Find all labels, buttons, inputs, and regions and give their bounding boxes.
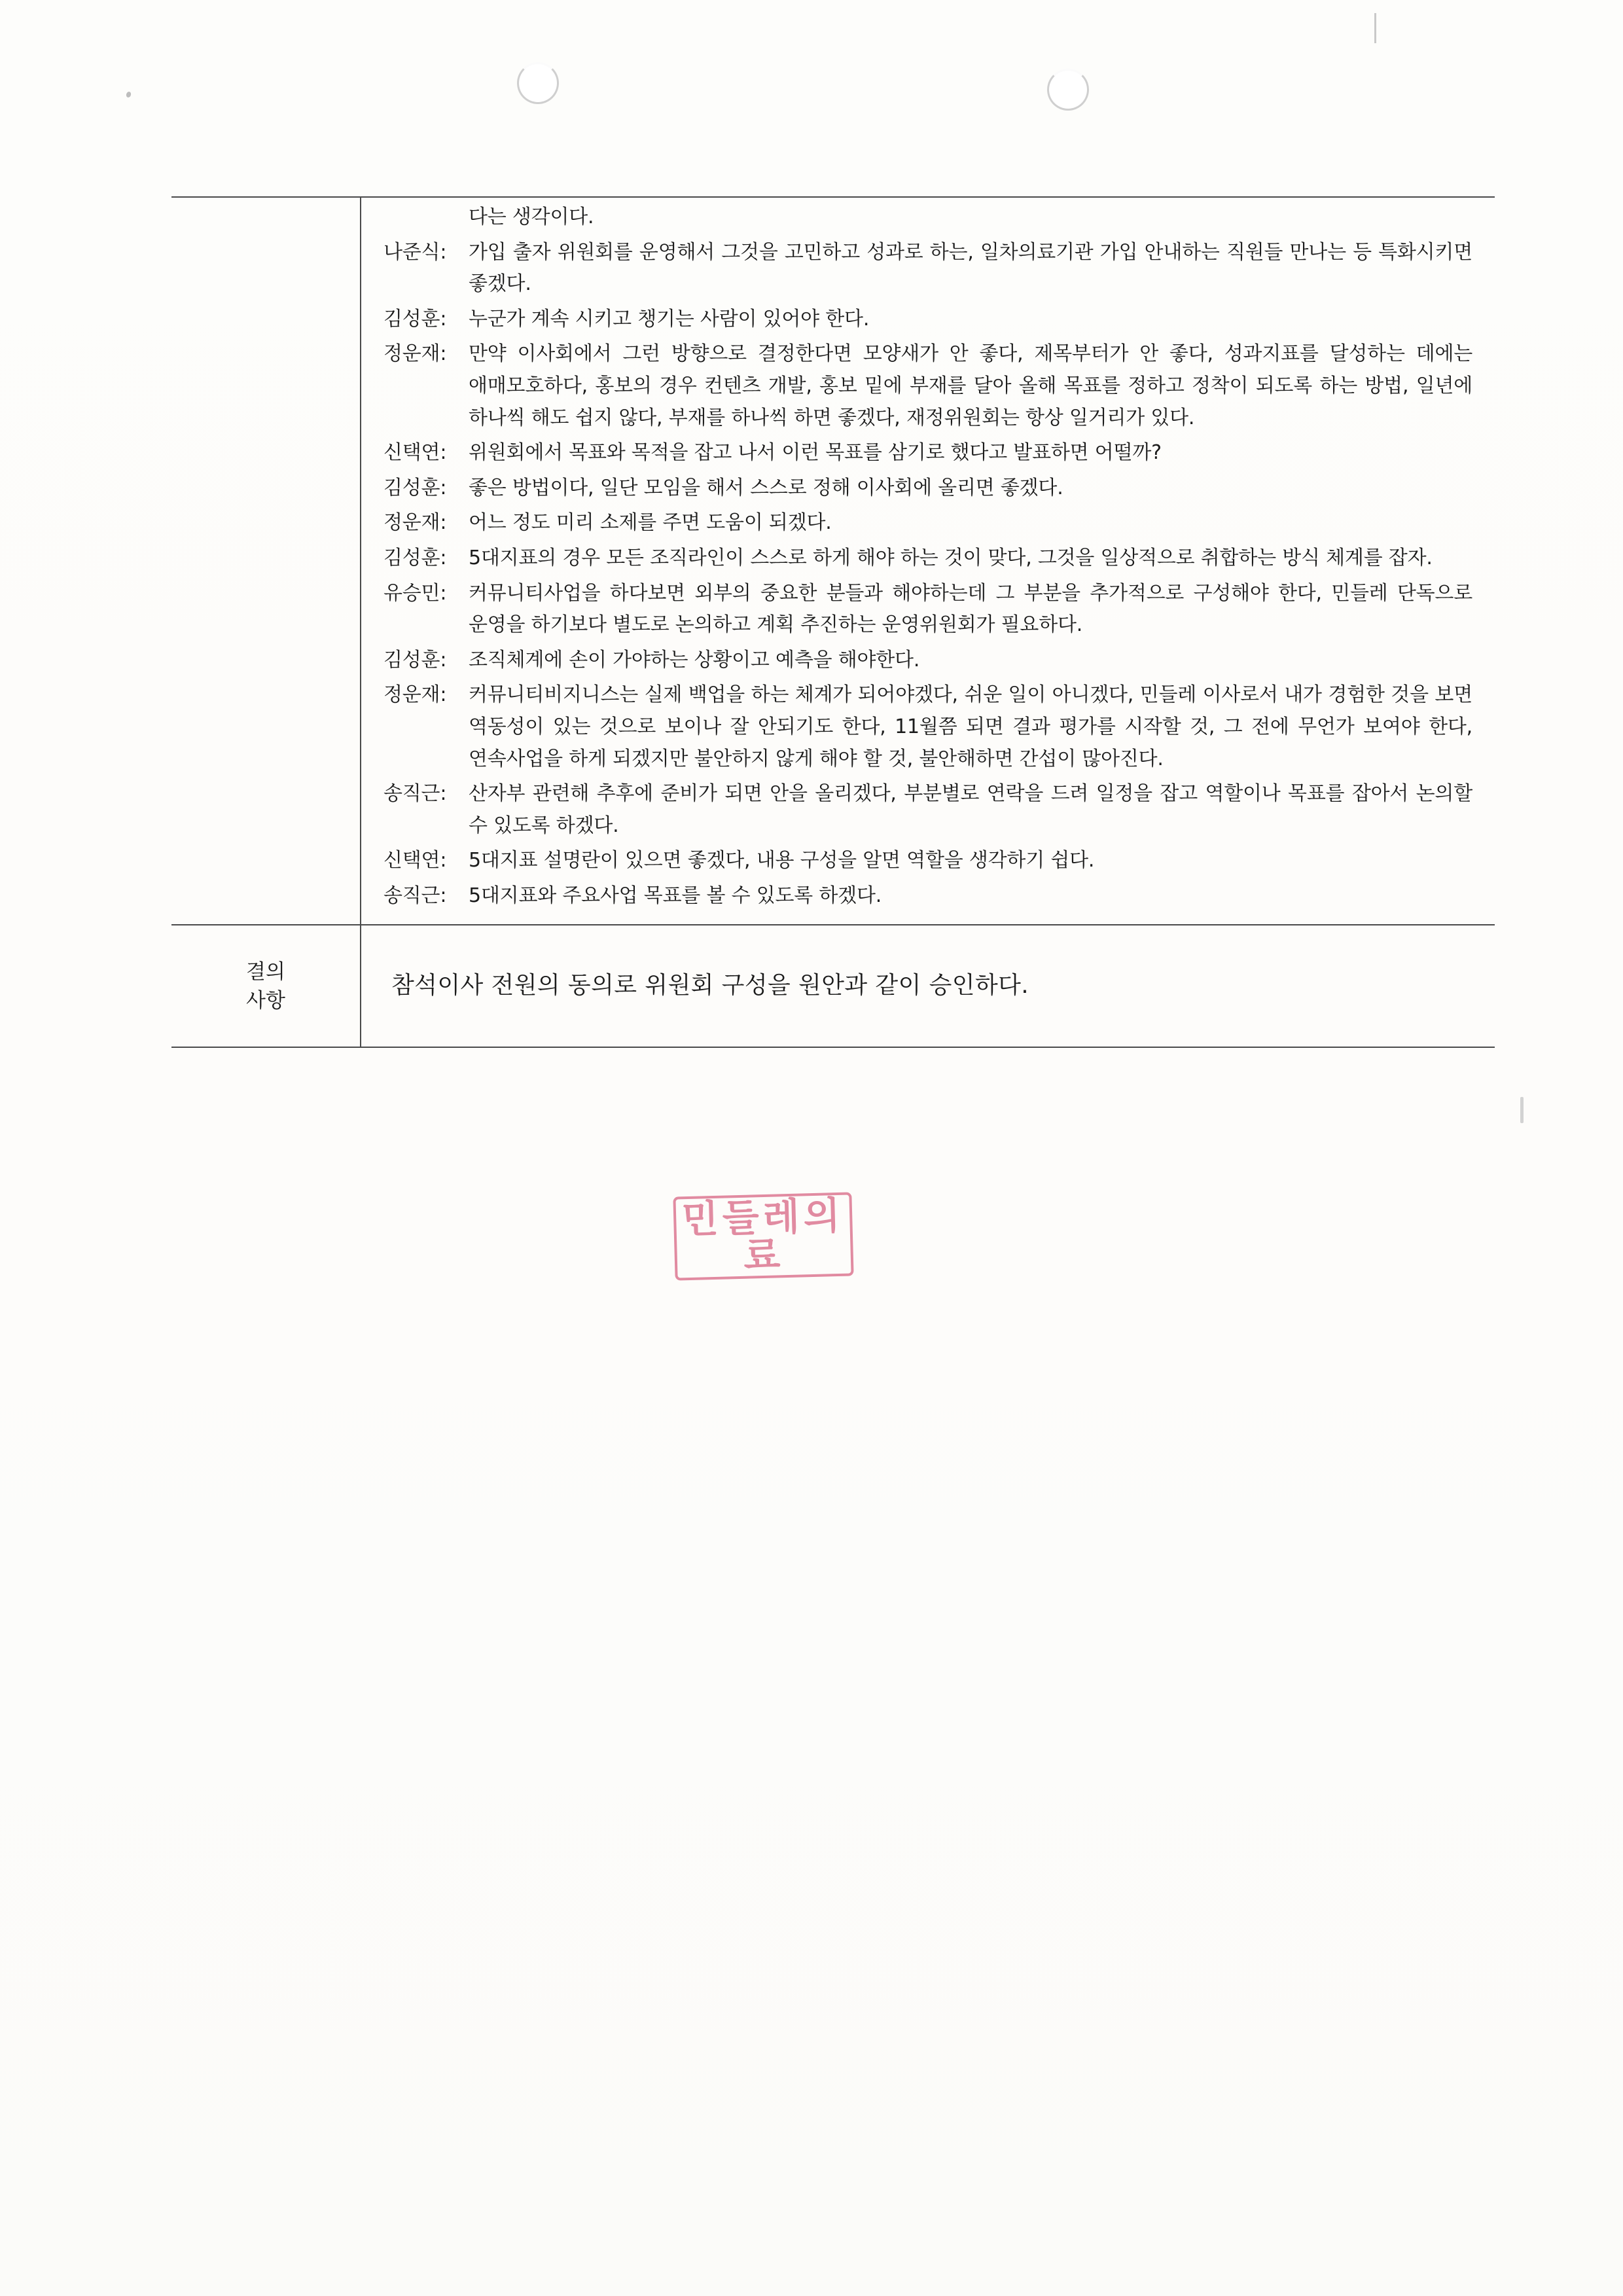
speaker-text: 가입 출자 위원회를 운영해서 그것을 고민하고 성과로 하는, 일차의료기관 가입 안내하는 직원들 만나는 등 특화시키면 좋겠다. (469, 240, 1472, 296)
speaker-name: 신택연: (383, 441, 447, 465)
seal-text: 민들레의료 (681, 1193, 845, 1278)
speaker-text: 5대지표의 경우 모든 조직라인이 스스로 하게 해야 하는 것이 맞다, 그것을 일상적으로 취합하는 방식 체계를 잡자. (469, 546, 1433, 569)
speaker-text: 5대지표와 주요사업 목표를 볼 수 있도록 하겠다. (469, 884, 882, 907)
speaker-name: 김성훈: (383, 546, 447, 569)
minutes-table (171, 196, 1495, 1048)
speaker-name: 김성훈: (383, 307, 447, 331)
minutes-lead-line (469, 202, 1472, 234)
discussion-body-cell (361, 198, 1495, 924)
speaker-text: 좋은 방법이다, 일단 모임을 해서 스스로 정해 이사회에 올리면 좋겠다. (469, 476, 1063, 499)
minutes-entry (383, 679, 1472, 775)
speaker-text: 산자부 관련해 추후에 준비가 되면 안을 올리겠다, 부분별로 연락을 드려 일정을 잡고 역할이나 목표를 잡아서 논의할 수 있도록 하겠다. (469, 782, 1472, 837)
speaker-text: 누군가 계속 시키고 챙기는 사람이 있어야 한다. (469, 307, 870, 331)
minutes-entry (383, 304, 1472, 336)
speaker-name: 정운재: (383, 683, 447, 707)
minutes-entry (383, 437, 1472, 469)
discussion-row (171, 196, 1495, 925)
speaker-text: 만약 이사회에서 그런 방향으로 결정한다면 모양새가 안 좋다, 제목부터가 안 좋다, 성과지표를 달성하는 데에는 애매모호하다, 홍보의 경우 컨텐츠 개발, 홍보 밑에 부재를 달아 올해 목표를 정하고 정착이 되도록 하는 방법, 일년에 하나씩 해도 쉽지 않다, 부재를 하나씩 하면 좋겠다, 재정위원회는 항상 일거리가 있다. (469, 342, 1472, 429)
speaker-text: 커뮤니티사업을 하다보면 외부의 중요한 분들과 해야하는데 그 부분을 추가적으로 구성해야 한다, 민들레 단독으로 운영을 하기보다 별도로 논의하고 계획 추진하는 운영위원회가 필요하다. (469, 581, 1472, 637)
scan-speck (126, 91, 132, 98)
speaker-name: 나준식: (383, 240, 447, 264)
speaker-name: 정운재: (383, 342, 447, 366)
speaker-text: 어느 정도 미리 소제를 주면 도움이 되겠다. (469, 511, 832, 535)
minutes-entry (383, 338, 1472, 434)
resolution-label-line2: 사항 (246, 988, 285, 1013)
punch-hole-left-icon (517, 62, 559, 104)
speaker-name: 신택연: (383, 849, 447, 872)
speaker-name: 송직근: (383, 884, 447, 907)
speaker-name: 김성훈: (383, 476, 447, 499)
minutes-entry (383, 578, 1472, 641)
speaker-name: 유승민: (383, 581, 447, 605)
speaker-text: 커뮤니티비지니스는 실제 백업을 하는 체계가 되어야겠다, 쉬운 일이 아니겠다, 민들레 이사로서 내가 경험한 것을 보면 역동성이 있는 것으로 보이나 잘 안되기도 한다, 11월쯤 되면 결과 평가를 시작할 것, 그 전에 무언가 보여야 한다, 연속사업을 하게 되겠지만 불안하지 않게 해야 할 것, 불안해하면 간섭이 많아진다. (469, 683, 1472, 770)
resolution-label-line1: 결의 (246, 960, 285, 984)
minutes-entry (383, 880, 1472, 912)
speaker-name: 정운재: (383, 511, 447, 535)
minutes-entry (383, 778, 1472, 842)
scan-speck (1520, 1097, 1524, 1123)
speaker-text: 위원회에서 목표와 목적을 잡고 나서 이런 목표를 삼기로 했다고 발표하면 어떨까? (469, 441, 1162, 465)
minutes-entry (383, 507, 1472, 539)
minutes-entry (383, 845, 1472, 877)
resolution-row (171, 925, 1495, 1048)
punch-hole-right-icon (1047, 69, 1089, 111)
resolution-body-cell (361, 925, 1495, 1047)
resolution-label-cell (171, 925, 361, 1047)
minutes-entry (383, 645, 1472, 677)
minutes-lead-text: 다는 생각이다. (469, 206, 594, 228)
resolution-label (246, 958, 285, 1015)
speaker-name: 김성훈: (383, 648, 447, 672)
minutes-entry (383, 473, 1472, 505)
resolution-text: 참석이사 전원의 동의로 위원회 구성을 원안과 같이 승인하다. (391, 972, 1029, 999)
minutes-entry (383, 237, 1472, 300)
scan-tick-mark (1374, 13, 1376, 43)
discussion-label-cell (171, 198, 361, 924)
speaker-text: 조직체계에 손이 가야하는 상황이고 예측을 해야한다. (469, 648, 920, 672)
speaker-text: 5대지표 설명란이 있으면 좋겠다, 내용 구성을 알면 역할을 생각하기 쉽다. (469, 849, 1095, 872)
minutes-entry (383, 543, 1472, 575)
official-seal-stamp-icon (673, 1192, 853, 1280)
speaker-name: 송직근: (383, 782, 447, 806)
